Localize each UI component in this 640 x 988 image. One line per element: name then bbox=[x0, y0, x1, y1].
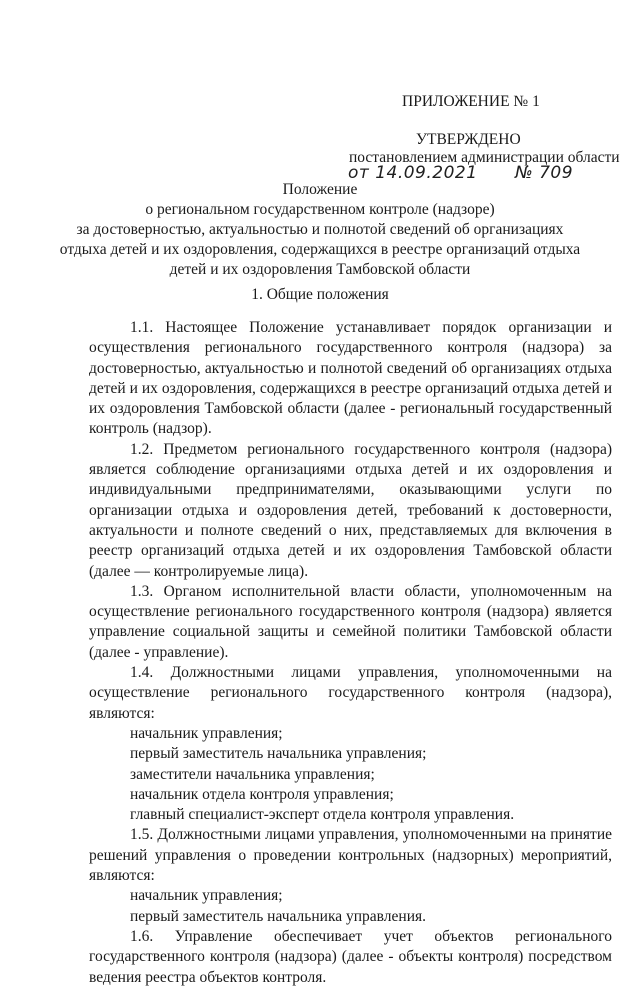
title-line: детей и их оздоровления Тамбовской области bbox=[169, 261, 471, 278]
handwritten-date: от 14.09.2021 bbox=[348, 163, 478, 183]
list-item: начальник отдела контроля управления; bbox=[130, 785, 394, 803]
list-item: первый заместитель начальника управления. bbox=[130, 907, 426, 925]
approved-by-text: постановлением администрации области bbox=[349, 149, 620, 166]
handwritten-number: № 709 bbox=[515, 163, 574, 183]
paragraph-1-5: 1.5. Должностными лицами управления, уполномоченными на принятие решений управления о проведении контрольных (надзорных) мероприятий, являются: bbox=[89, 826, 612, 885]
section-heading: 1. Общие положения bbox=[251, 286, 389, 303]
list-item: главный специалист-эксперт отдела контроля управления. bbox=[130, 806, 515, 824]
list-item: начальник управления; bbox=[130, 887, 283, 905]
paragraph-1-3: 1.3. Органом исполнительной власти области, уполномоченным на осуществление регионального государственного контроля (надзора) является управление социальной защиты и семейной политики Тамбовской области (далее - управление). bbox=[89, 582, 612, 661]
paragraph-1-1: 1.1. Настоящее Положение устанавливает порядок организации и осуществления регионального государственного контроля (надзора) за достоверностью, актуальностью и полнотой сведений об организациях отдыха детей и их оздоровления, содержащихся в реестре организаций отдыха детей и их оздоровления Тамбовской области (далее - региональный государственный контроль (надзор). bbox=[89, 319, 612, 438]
title-line: за достоверностью, актуальностью и полнотой сведений об организациях bbox=[76, 221, 564, 238]
document-body bbox=[89, 318, 612, 988]
document-title bbox=[0, 180, 640, 280]
title-line: о региональном государственном контроле (надзоре) bbox=[145, 201, 495, 218]
title-line: Положение bbox=[282, 181, 358, 198]
paragraph-1-6: 1.6. Управление обеспечивает учет объектов регионального государственного контроля (надзора) (далее - объекты контроля) посредством ведения реестра объектов контроля. bbox=[89, 927, 612, 986]
list-item: первый заместитель начальника управления; bbox=[130, 745, 427, 763]
paragraph-1-2: 1.2. Предметом регионального государственного контроля (надзора) является соблюдение организациями отдыха детей и их оздоровления и индивидуальными предпринимателями, оказывающими услуги по организации отдыха и оздоровления детей, требований к достоверности, актуальности и полноте сведений о них, представляемых для включения в реестр организаций отдыха детей и их оздоровления Тамбовской области (далее — контролируемые лица). bbox=[89, 440, 612, 580]
list-item: начальник управления; bbox=[130, 724, 283, 742]
appendix-label: ПРИЛОЖЕНИЕ № 1 bbox=[402, 93, 540, 110]
title-line: отдыха детей и их оздоровления, содержащихся в реестре организаций отдыха bbox=[59, 241, 581, 258]
approved-label: УТВЕРЖДЕНО bbox=[416, 131, 521, 148]
paragraph-1-4: 1.4. Должностными лицами управления, уполномоченными на осуществление регионального государственного контроля (надзора), являются: bbox=[89, 664, 612, 722]
list-item: заместители начальника управления; bbox=[130, 765, 375, 783]
